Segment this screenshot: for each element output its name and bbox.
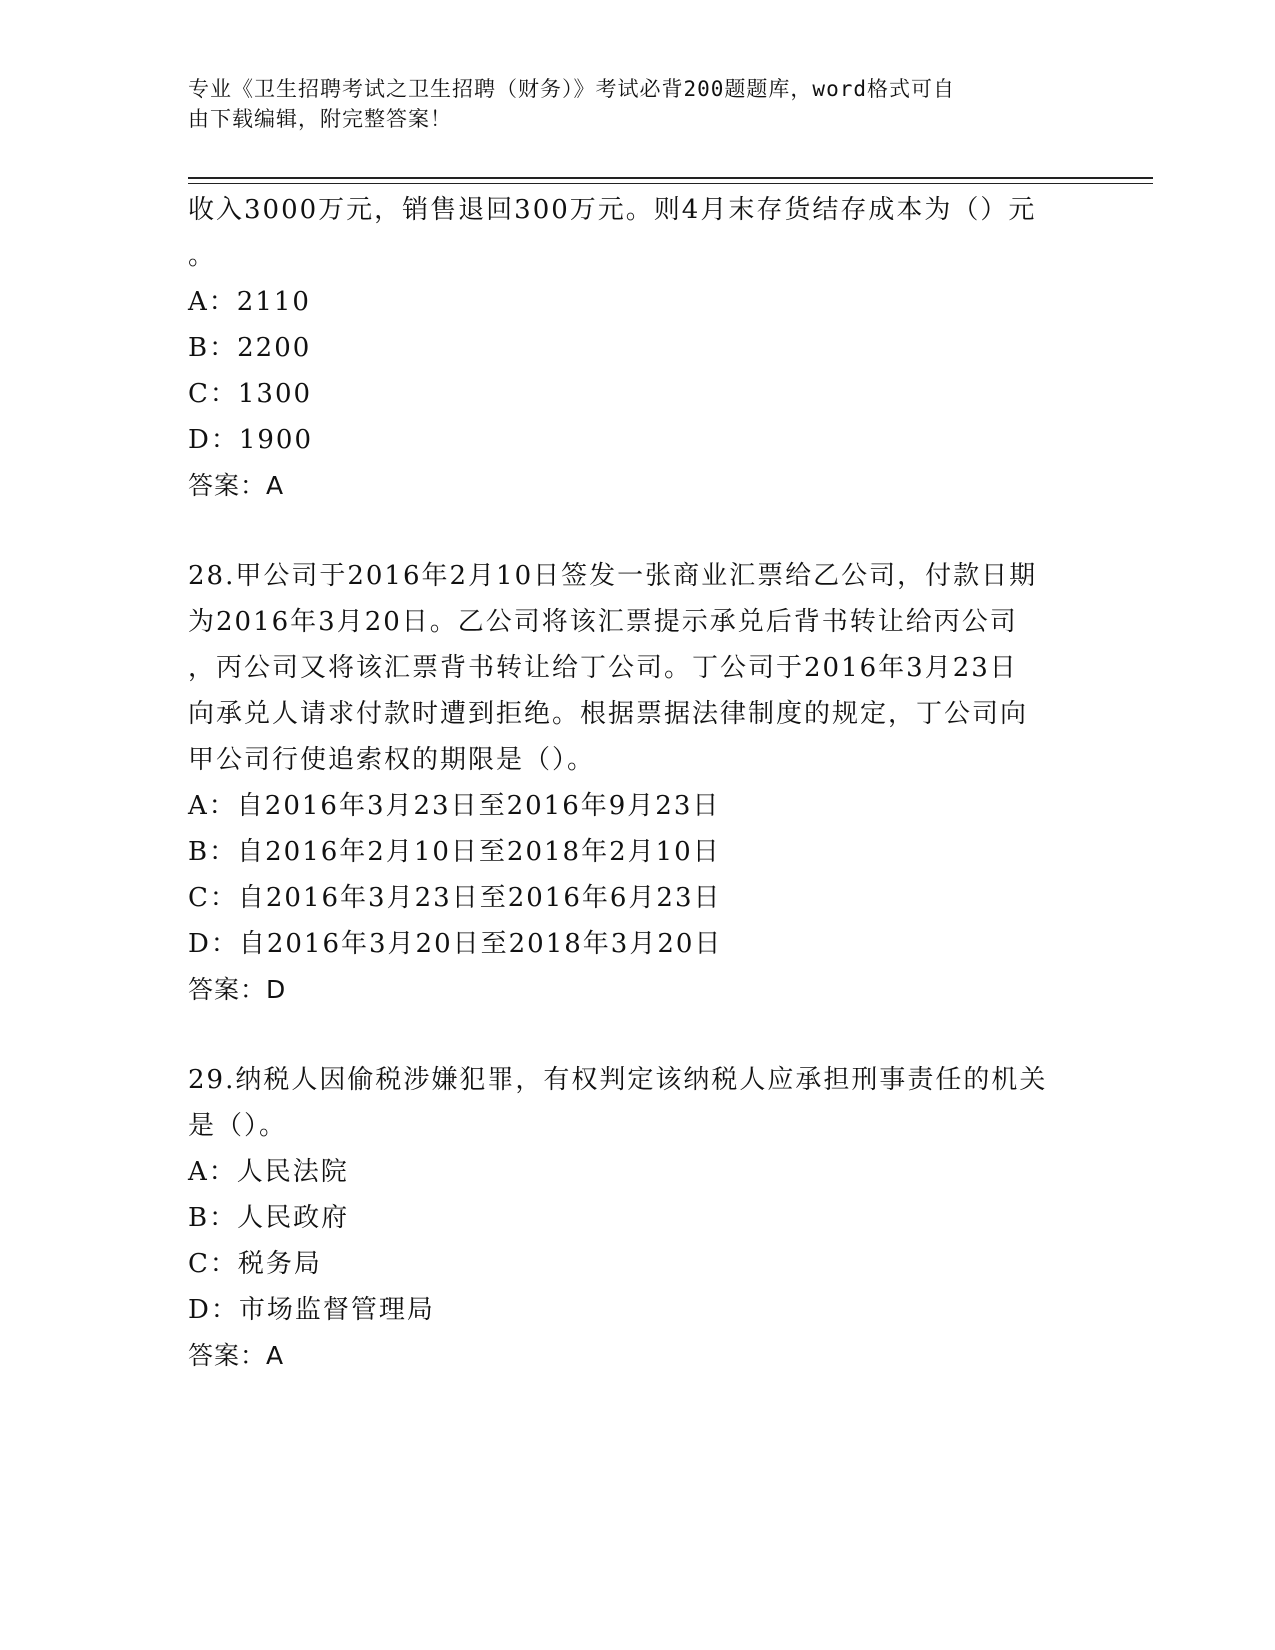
option-c: C：税务局 [188, 1249, 322, 1279]
option-a: A：2110 [188, 287, 311, 317]
question-text-line: 为2016年3月20日。乙公司将该汇票提示承兑后背书转让给丙公司 [188, 607, 1018, 637]
option-b: B：自2016年2月10日至2018年2月10日 [188, 837, 721, 867]
question-text-line: 向承兑人请求付款时遭到拒绝。根据票据法律制度的规定，丁公司向 [188, 699, 1029, 729]
answer-line: 答案：D [188, 975, 287, 1004]
question-content [188, 187, 1088, 1379]
header-divider-thick [188, 177, 1153, 179]
answer-line: 答案：A [188, 471, 285, 500]
question-text-line: 甲公司行使追索权的期限是（）。 [188, 745, 596, 775]
option-d: D：自2016年3月20日至2018年3月20日 [188, 929, 723, 959]
question-block [188, 553, 1088, 1013]
question-text-line: 是（）。 [188, 1111, 288, 1141]
option-b: B：人民政府 [188, 1203, 350, 1233]
option-d: D：1900 [188, 425, 314, 455]
option-d: D：市场监督管理局 [188, 1295, 435, 1325]
option-a: A：自2016年3月23日至2016年9月23日 [188, 791, 721, 821]
header-line-2: 由下载编辑，附完整答案！ [188, 107, 452, 131]
question-block [188, 1057, 1088, 1379]
question-text-line: 收入3000万元，销售退回300万元。则4月末存货结存成本为（）元 [188, 195, 1037, 225]
option-c: C：自2016年3月23日至2016年6月23日 [188, 883, 722, 913]
question-block [188, 187, 1088, 509]
header-line-1: 专业《卫生招聘考试之卫生招聘（财务）》考试必背200题题库，word格式可自 [188, 77, 955, 101]
answer-line: 答案：A [188, 1341, 285, 1370]
option-a: A：人民法院 [188, 1157, 349, 1187]
question-text-line: 29.纳税人因偷税涉嫌犯罪，有权判定该纳税人应承担刑事责任的机关 [188, 1065, 1048, 1095]
document-header [188, 74, 1068, 134]
option-b: B：2200 [188, 333, 312, 363]
option-c: C：1300 [188, 379, 313, 409]
question-text-line: 28.甲公司于2016年2月10日签发一张商业汇票给乙公司，付款日期 [188, 561, 1038, 591]
header-divider-thin [188, 183, 1153, 184]
question-text-line: 。 [188, 241, 217, 271]
question-text-line: ，丙公司又将该汇票背书转让给丁公司。丁公司于2016年3月23日 [188, 653, 1018, 683]
